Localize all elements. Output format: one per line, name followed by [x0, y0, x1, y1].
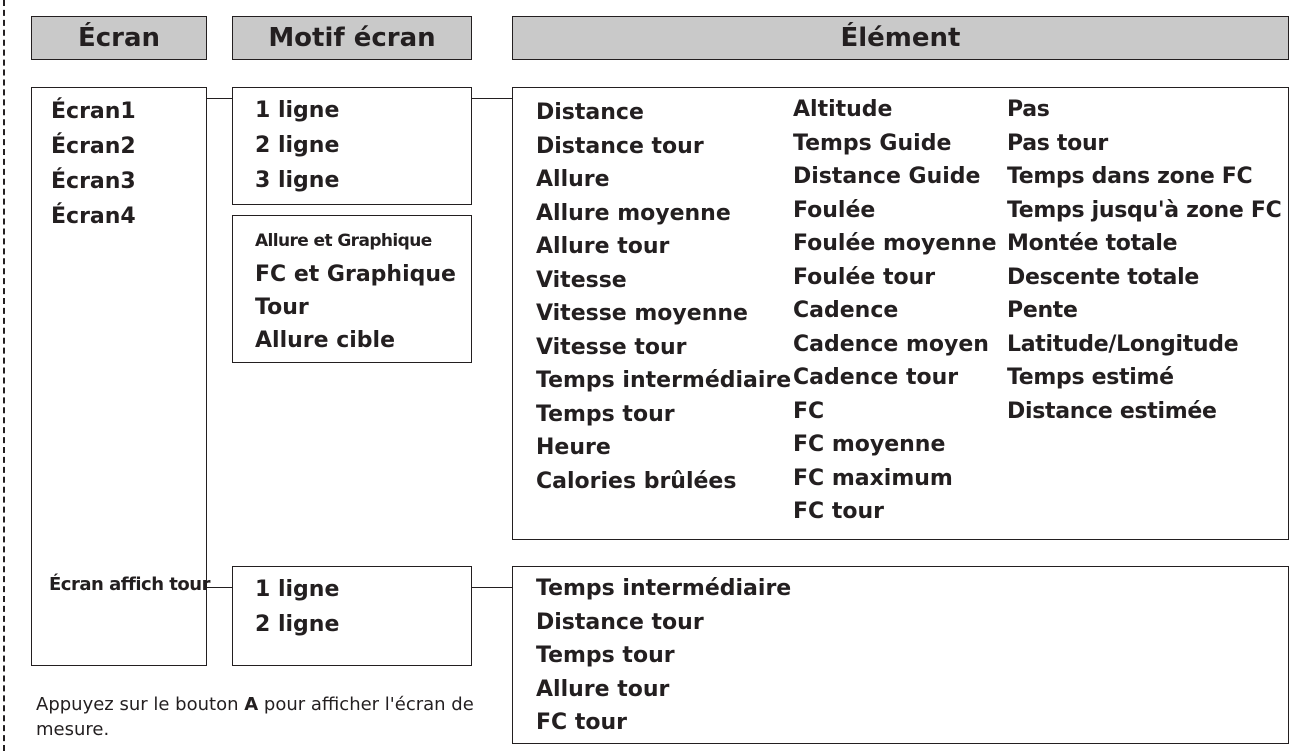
- element-item: Distance tour: [536, 133, 704, 159]
- pattern-item: Tour: [255, 295, 309, 320]
- note-text-after: pour afficher l'écran de mesure.: [36, 694, 474, 740]
- note-text-before: Appuyez sur le bouton: [36, 694, 245, 715]
- pattern-item: 1 ligne: [255, 577, 340, 602]
- instruction-note: [36, 692, 486, 742]
- element-item: Temps intermédiaire: [536, 368, 792, 393]
- connector-screen-pattern: [207, 98, 232, 99]
- screen-item: Écran1: [51, 99, 136, 124]
- note-button-letter: A: [244, 694, 259, 715]
- element-item: Temps tour: [536, 643, 675, 668]
- element-item: Pente: [1007, 298, 1078, 323]
- element-item: Temps tour: [536, 401, 675, 427]
- header-screen: Écran: [31, 16, 207, 60]
- element-item: FC: [793, 398, 825, 424]
- dashed-margin-line: [3, 0, 5, 751]
- pattern-lines-box: [232, 87, 472, 205]
- element-item: Descente totale: [1007, 264, 1199, 290]
- element-item: Distance tour: [536, 609, 704, 635]
- element-item: Latitude/Longitude: [1007, 331, 1239, 357]
- pattern-item: FC et Graphique: [255, 262, 456, 287]
- connector-pattern-element: [472, 98, 512, 99]
- element-box: [512, 87, 1289, 540]
- element-item: Temps estimé: [1007, 365, 1174, 390]
- pattern-item: 2 ligne: [255, 133, 340, 158]
- element-item: Allure tour: [536, 234, 670, 259]
- element-item: Cadence tour: [793, 365, 959, 390]
- pattern-item: 2 ligne: [255, 612, 340, 637]
- element-item: Cadence: [793, 298, 899, 323]
- element-item: Temps jusqu'à zone FC: [1007, 197, 1282, 223]
- screen-list: [51, 94, 136, 234]
- screen-item: Écran4: [51, 204, 136, 229]
- element-item: FC tour: [536, 710, 627, 735]
- element-item: Temps Guide: [793, 130, 952, 156]
- element-item: Allure moyenne: [536, 200, 731, 226]
- element-item: FC tour: [793, 499, 884, 524]
- element-item: Pas tour: [1007, 130, 1108, 156]
- pattern-item: 1 ligne: [255, 98, 340, 123]
- element-item: Montée totale: [1007, 231, 1178, 256]
- header-element: Élément: [512, 16, 1289, 60]
- lap-element-box: [512, 566, 1289, 744]
- element-col-2: [793, 93, 997, 529]
- element-item: Allure tour: [536, 676, 670, 702]
- element-col-3: [1007, 93, 1281, 428]
- element-item: Foulée: [793, 197, 876, 223]
- element-item: Vitesse moyenne: [536, 301, 748, 326]
- connector-lap-element: [472, 587, 512, 588]
- header-pattern: Motif écran: [232, 16, 472, 60]
- element-item: Temps intermédiaire: [536, 576, 792, 601]
- pattern-item: 3 ligne: [255, 168, 340, 193]
- lap-screen-label: Écran affich tour: [49, 574, 210, 595]
- lap-pattern-list: [255, 572, 339, 642]
- element-item: Distance Guide: [793, 164, 981, 189]
- element-item: Distance: [536, 100, 644, 125]
- pattern-graph-box: [232, 215, 472, 363]
- pattern-graph-list: [255, 225, 456, 357]
- element-item: Vitesse: [536, 267, 627, 293]
- element-item: Vitesse tour: [536, 334, 687, 360]
- element-item: Foulée moyenne: [793, 231, 997, 256]
- screen-item: Écran2: [51, 134, 136, 159]
- element-item: Distance estimée: [1007, 398, 1217, 424]
- element-col-1: [536, 96, 791, 498]
- connector-lap-pattern: [207, 587, 232, 588]
- pattern-lines-list: [255, 93, 339, 198]
- element-item: Heure: [536, 435, 611, 460]
- element-item: Altitude: [793, 97, 893, 122]
- element-item: Allure: [536, 167, 610, 192]
- element-item: FC moyenne: [793, 432, 946, 457]
- element-item: Foulée tour: [793, 264, 936, 290]
- pattern-item: Allure et Graphique: [255, 231, 432, 251]
- screen-list-box: [31, 87, 210, 666]
- lap-element-list: [536, 572, 791, 740]
- element-item: Calories brûlées: [536, 468, 737, 494]
- screen-item: Écran3: [51, 169, 136, 194]
- element-item: Cadence moyen: [793, 331, 989, 357]
- pattern-item: Allure cible: [255, 328, 395, 353]
- element-item: FC maximum: [793, 465, 953, 491]
- element-item: Pas: [1007, 97, 1050, 122]
- lap-pattern-box: [232, 566, 472, 666]
- element-item: Temps dans zone FC: [1007, 164, 1253, 189]
